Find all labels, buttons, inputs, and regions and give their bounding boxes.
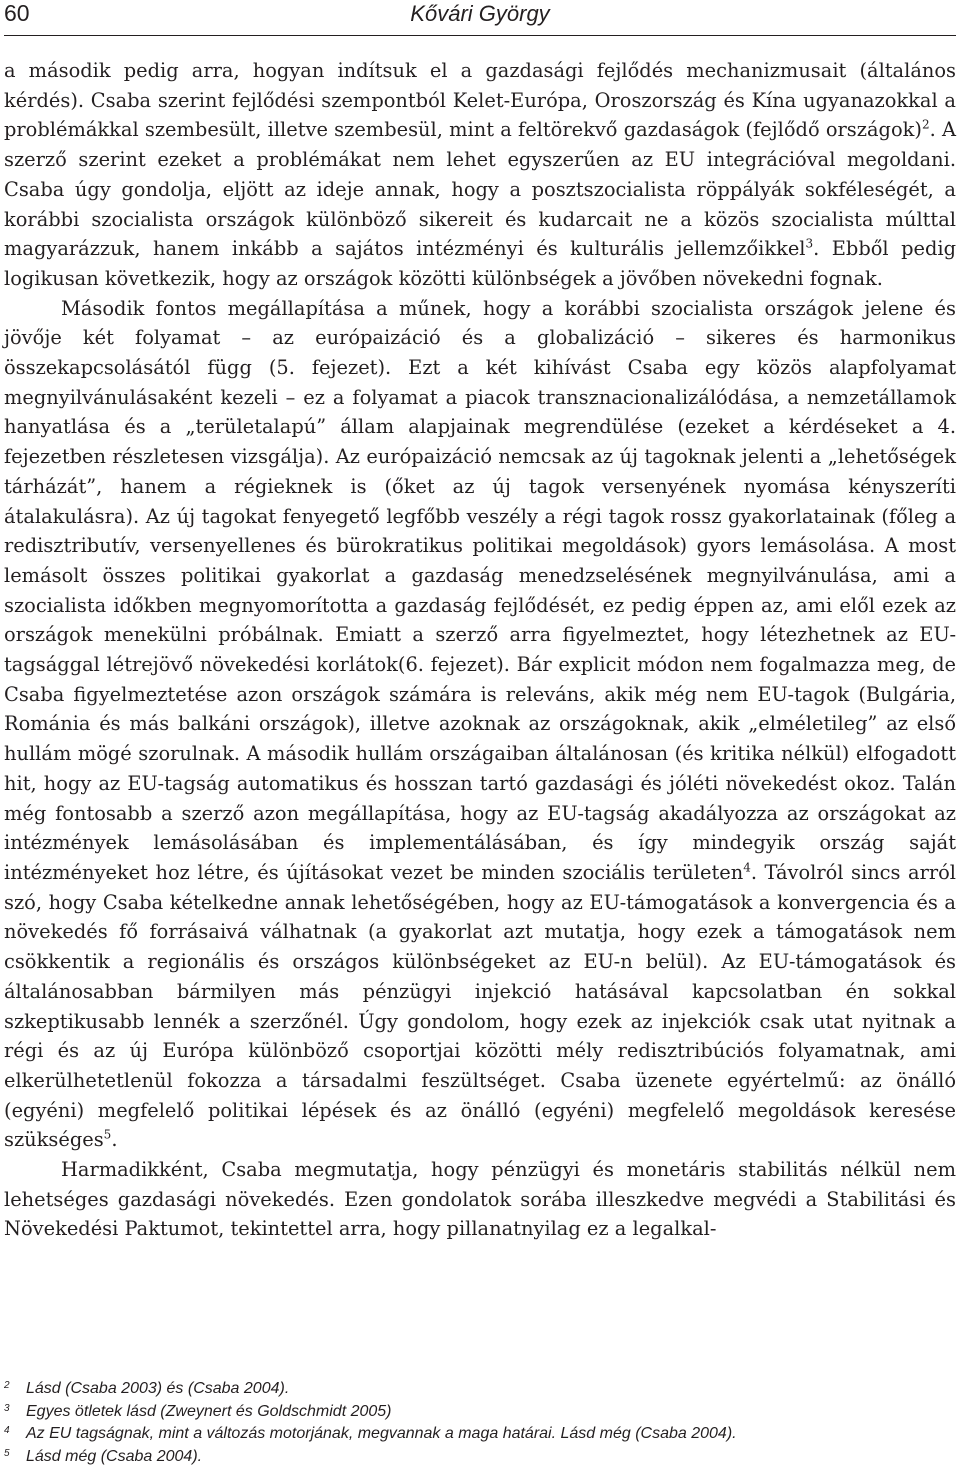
- footnotes: [4, 1378, 956, 1468]
- footnote: [4, 1401, 956, 1424]
- text-segment: . A szerző szerint ezeket a problémákat nem lehet egyszerűen az EU integrációval megoldani. Csaba úgy gondolja, eljött az ideje annak, hogy a posztszocialista röppályák sokféleségét, a korábbi szocialista országok különböző sikereit és kudarcait ne a közös szocialista múlttal magyarázzuk, hanem inkább a sajátos intézményi és kulturális jellemzőikkel: [4, 118, 956, 261]
- header-rule: [4, 35, 956, 36]
- running-head: Kővári György: [410, 1, 550, 26]
- footnote-number: 2: [4, 1380, 10, 1391]
- page-header: [0, 0, 960, 34]
- footnote-text: Egyes ötletek lásd (Zweynert és Goldschmidt 2005): [26, 1402, 392, 1420]
- paragraph: Harmadikként, Csaba megmutatja, hogy pénzügyi és monetáris stabilitás nélkül nem lehetséges gazdasági növekedés. Ezen gondolatok sorába illeszkedve megvédi a Stabilitási és Növekedési Paktumot, tekintettel arra, hogy pillanatnyilag ez a legalkal-: [4, 1158, 956, 1241]
- body-text: [4, 56, 956, 1244]
- footnote-reference: 5: [103, 1127, 112, 1142]
- footnote-reference: 2: [921, 117, 930, 132]
- text-segment: .: [111, 1128, 118, 1152]
- text-segment: . Ebből pedig logikusan következik, hogy az országok közötti különbségek a jövőben növekedni fognak.: [4, 237, 957, 290]
- footnote: [4, 1423, 956, 1446]
- text-segment: Második fontos megállapítása a műnek, hogy a korábbi szocialista országok jelene és jövője két folyamat – az európaizáció és a globalizáció – sikeres és harmonikus összekapcsolásától függ (5. fejezet). Ezt a két kihívást Csaba egy közös alapfolyamat megnyilvánulásaként kezeli – ez a folyamat a piacok transznacionalizálódása, a nemzetállamok hanyatlása és a „területalapú” állam alapjainak megrendülése (ezeket a kérdéseket a 4. fejezetben részletesen vizsgálja). Az európaizáció nemcsak az új tagoknak jelenti a „lehetőségek tárházát”, hanem a régieknek is (őket az új tagok versenyének nyomása kényszeríti átalakulásra). Az új tagokat fenyegető legfőbb veszély a régi tagok rossz gyakorlatainak (főleg a redisztributív, versenyellenes és bürokratikus politikai megoldások) gyors lemásolása. A most lemásolt összes politikai gyakorlat a gazdaság menedzselésének megnyilvánulása, ami a szocialista időkben megnyomorította a gazdaság fejlődését, ez pedig éppen az, ami elől ezek az országok menekülni próbálnak. Emiatt a szerző arra figyelmeztet, hogy létezhetnek az EU-tagsággal létrejövő növekedési korlátok(6. fejezet). Bár explicit módon nem fogalmazza meg, de Csaba figyelmeztetése azon országok számára is releváns, akik még nem EU-tagok (Bulgária, Románia és más balkáni országok), illetve azoknak az országoknak, akik „elméletileg” az első hullám mögé szorulnak. A második hullám országaiban általánosan (és kritika nélkül) elfogadott hit, hogy az EU-tagság automatikus és hosszan tartó gazdasági és jóléti növekedést okoz. Talán még fontosabb a szerző azon megállapítása, hogy az EU-tagság akadályozza az országokat az intézmények lemásolásában és implementálásában, és így mindegyik ország saját intézményeket hoz létre, és újításokat vezet be minden szociális területen: [4, 296, 956, 884]
- page-number: 60: [4, 0, 30, 26]
- footnote-reference: 4: [743, 860, 751, 875]
- footnote-text: Lásd még (Csaba 2004).: [26, 1447, 203, 1465]
- footnote-text: Az EU tagságnak, mint a változás motorjának, megvannak a maga határai. Lásd még (Csaba 2004).: [26, 1425, 737, 1442]
- footnote: [4, 1446, 956, 1469]
- text-segment: a második pedig arra, hogyan indítsuk el a gazdasági fejlődés mechanizmusait (általános kérdés). Csaba szerint fejlődési szempontból Kelet-Európa, Oroszország és Kína ugyanazokkal a problémákkal szembesült, illetve szembesül, mint a feltörekvő gazdaságok (fejlődő országok): [4, 59, 956, 142]
- text-segment: . Távolról sincs arról szó, hogy Csaba kételkedne annak lehetőségében, hogy az EU-támogatások a konvergencia és a növekedés fő forrásaivá válhatnak (a gyakorlat azt mutatja, hogy ezek a támogatások nem csökkentik a regionális és országos különbségeket az EU-n belül). Az EU-támogatások és általánosabban bármilyen más pénzügyi injekció hatásával kapcsolatban én sokkal szkeptikusabb lennék a szerzőnél. Úgy gondolom, hogy ezek az injekciók csak utat nyitnak a régi és az új Európa különböző csoportjai közötti mély redisztribúciós folyamatnak, ami elkerülhetetlenül fokozza a társadalmi feszültséget. Csaba üzenete egyértelmű: az önálló (egyéni) megfelelő politikai lépések és az önálló (egyéni) megfelelő megoldások keresése szükséges: [4, 860, 956, 1152]
- footnote-number: 3: [4, 1402, 10, 1414]
- footnote-text: Lásd (Csaba 2003) és (Csaba 2004).: [26, 1380, 290, 1397]
- footnote-number: 4: [4, 1425, 10, 1436]
- footnote-reference: 3: [805, 236, 814, 251]
- footnote-number: 5: [4, 1447, 10, 1459]
- paragraph: [4, 294, 956, 1155]
- footnote: [4, 1378, 956, 1401]
- paragraph: [4, 56, 956, 294]
